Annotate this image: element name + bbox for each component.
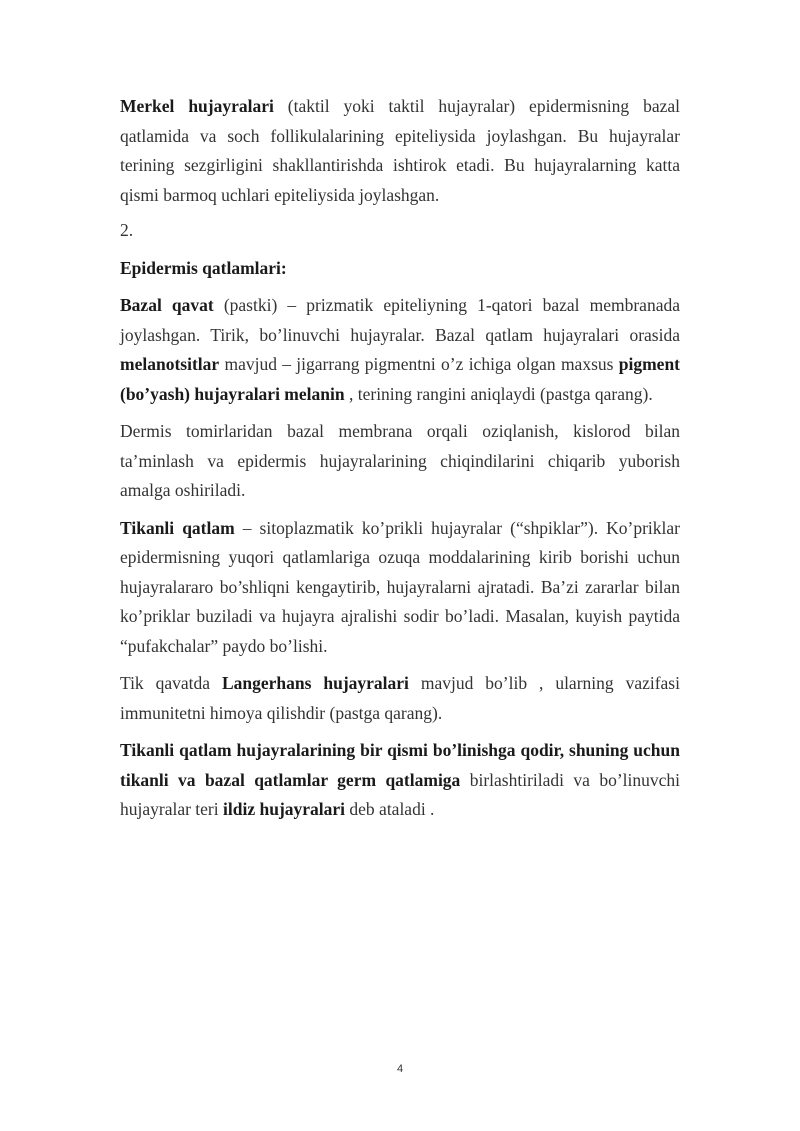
- paragraph-text: – sitoplazmatik ko’prikli hujayralar (“shpiklar”). Ko’priklar epidermisning yuqori qatlamlariga ozuqa moddalarining kirib borishi uchun hujayralararo bo’shliqni kengaytirib, hujayralarni ajratadi. Ba’zi zararlar bilan ko’priklar buziladi va hujayra ajralishi sodir bo’ladi. Masalan, kuyish paytida “pufakchalar” paydo bo’lishi.: [120, 517, 680, 656]
- term-germ-layer: Tikanli qatlam hujayralarining bir qismi bo’linishga qodir, shuning uchun tikanli va bazal qatlamlar germ qatlamiga: [120, 740, 680, 790]
- page-content: [120, 92, 680, 825]
- term-spiny-layer: Tikanli qatlam: [120, 517, 235, 538]
- paragraph-text: Tik qavatda: [120, 673, 222, 693]
- paragraph-text: birlashtiriladi va bo’linuvchi hujayralar teri: [120, 769, 681, 819]
- paragraph-germ-layer: [120, 736, 680, 825]
- page-number: 4: [396, 1063, 404, 1075]
- section-heading-text: Epidermis qatlamlari:: [120, 257, 287, 278]
- paragraph-text: mavjud bo’lib , ularning vazifasi immunitetni himoya qilishdir (pastga qarang).: [120, 673, 680, 723]
- paragraph-basal-layer: [120, 291, 680, 409]
- paragraph-text: (pastki) – prizmatik epiteliyning 1-qatori bazal membranada joylashgan. Tirik, bo’linuvchi hujayralar. Bazal qatlam hujayralari orasida: [120, 295, 680, 345]
- term-basal-layer: Bazal qavat: [120, 295, 214, 315]
- paragraph-langerhans: [120, 669, 680, 728]
- paragraph-text: (taktil yoki taktil hujayralar) epidermisning bazal qatlamida va soch follikulalarining epiteliysida joylashgan. Bu hujayralar terining sezgirligini shakllantirishda ishtirok etadi. Bu hujayralarning katta qismi barmoq uchlari epiteliysida joylashgan.: [120, 96, 680, 205]
- paragraph-text: deb ataladi .: [345, 799, 435, 819]
- term-merkel-cells: Merkel hujayralari: [120, 96, 274, 116]
- paragraph-merkel: [120, 92, 680, 210]
- paragraph-dermis-nutrition: [120, 417, 680, 506]
- paragraph-text: Dermis tomirlaridan bazal membrana orqali oziqlanish, kislorod bilan ta’minlash va epidermis hujayralarining chiqindilarini chiqarib yuborish amalga oshiriladi.: [120, 421, 680, 500]
- section-number: 2.: [120, 220, 134, 240]
- section-heading: [120, 254, 680, 284]
- paragraph-text: mavjud – jigarrang pigmentni o’z ichiga olgan maxsus: [219, 354, 619, 374]
- term-stem-cells: ildiz hujayralari: [223, 799, 346, 819]
- term-melanocytes: melanotsitlar: [120, 354, 220, 374]
- paragraph-spiny-layer: [120, 514, 680, 662]
- term-pigment-cells: pigment (bo’yash) hujayralari melanin: [120, 354, 680, 404]
- paragraph-text: , terining rangini aniqlaydi (pastga qarang).: [344, 383, 653, 404]
- term-langerhans-cells: Langerhans hujayralari: [221, 673, 409, 693]
